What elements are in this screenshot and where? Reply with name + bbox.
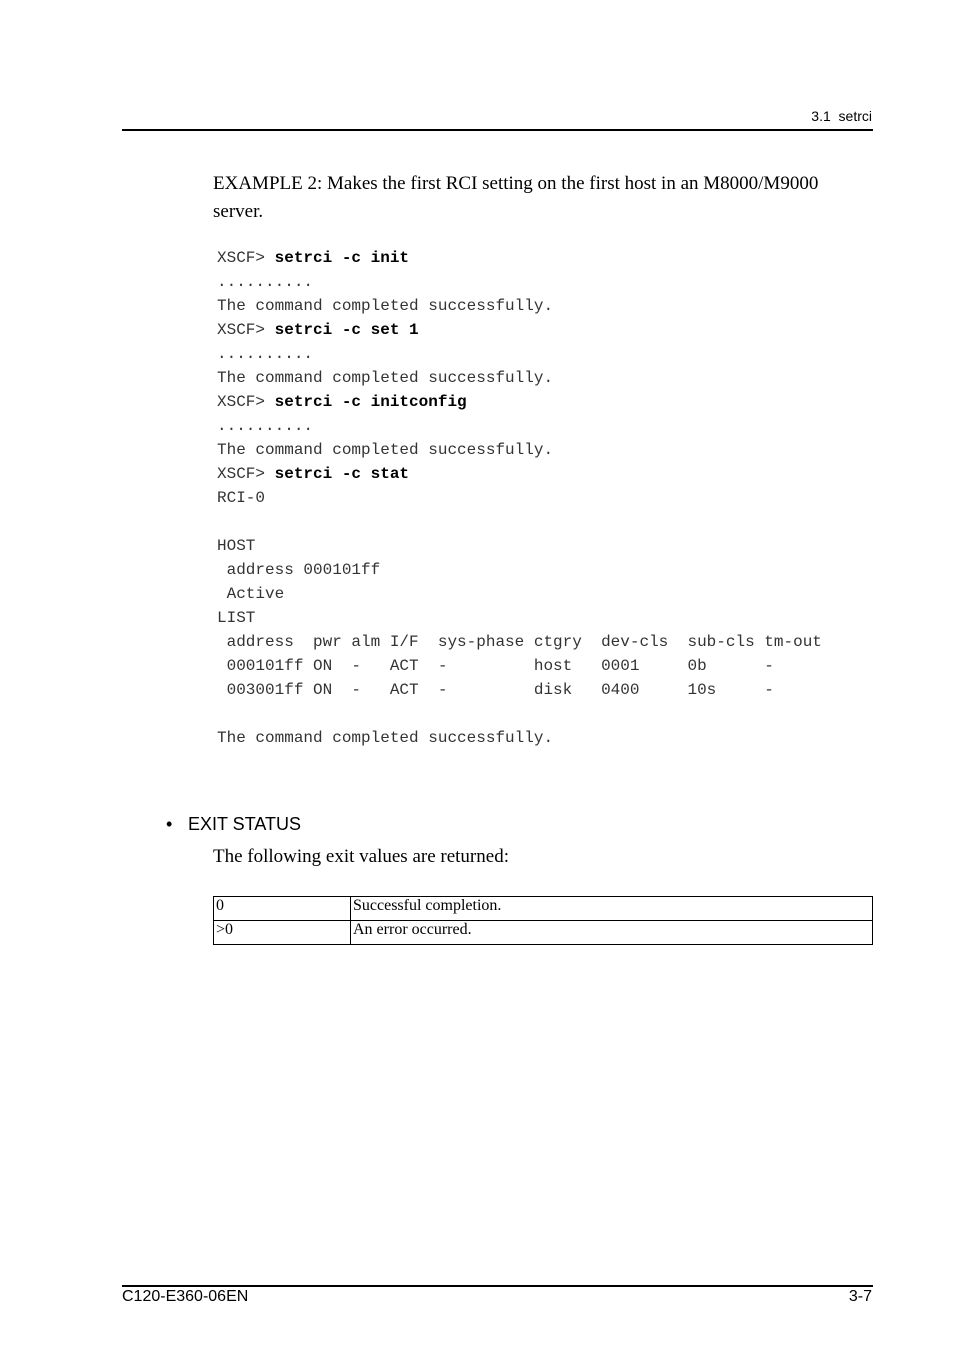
footer-rule	[122, 1285, 873, 1287]
command-text: setrci -c init	[274, 249, 410, 267]
header-rule	[122, 129, 873, 131]
code-line: The command completed successfully.	[217, 297, 554, 315]
code-line: The command completed successfully.	[217, 441, 554, 459]
prompt-text: XSCF>	[217, 465, 275, 483]
prompt-text: XSCF>	[217, 249, 275, 267]
code-line	[217, 702, 822, 726]
code-line: Active	[217, 585, 285, 603]
code-line	[217, 462, 822, 486]
running-header: 3.1 setrci	[811, 108, 872, 124]
exit-description: Successful completion.	[351, 897, 873, 921]
document-id: C120-E360-06EN	[122, 1288, 249, 1305]
code-line: ..........	[217, 273, 314, 291]
example-description: EXAMPLE 2: Makes the first RCI setting on the first host in an M8000/M9000 server.	[213, 173, 819, 222]
prompt-text: XSCF>	[217, 321, 275, 339]
code-line: 000101ff ON - ACT - host 0001 0b -	[217, 657, 774, 675]
table-row	[214, 897, 873, 921]
code-line: HOST	[217, 537, 256, 555]
exit-status-table	[213, 896, 873, 945]
exit-value: >0	[214, 921, 351, 945]
code-line	[217, 246, 822, 270]
prompt-text: XSCF>	[217, 393, 275, 411]
exit-value: 0	[214, 897, 351, 921]
code-line: RCI-0	[217, 489, 266, 507]
bullet-icon: •	[166, 814, 173, 834]
exit-status-title: EXIT STATUS	[188, 814, 302, 834]
code-line: ..........	[217, 417, 314, 435]
page-number: 3-7	[848, 1288, 872, 1305]
code-line	[217, 318, 822, 342]
code-example	[217, 246, 822, 750]
code-line: LIST	[217, 609, 256, 627]
code-line: The command completed successfully.	[217, 729, 554, 747]
command-text: setrci -c set 1	[274, 321, 419, 339]
code-line: ..........	[217, 345, 314, 363]
code-line	[217, 510, 822, 534]
code-line: The command completed successfully.	[217, 369, 554, 387]
code-line: 003001ff ON - ACT - disk 0400 10s -	[217, 681, 774, 699]
code-line: address 000101ff	[217, 561, 381, 579]
code-line: address pwr alm I/F sys-phase ctgry dev-cls sub-cls tm-out	[217, 633, 822, 651]
command-text: setrci -c initconfig	[274, 393, 467, 411]
exit-status-heading	[166, 814, 301, 835]
exit-description: An error occurred.	[351, 921, 873, 945]
code-line	[217, 390, 822, 414]
table-row	[214, 921, 873, 945]
command-text: setrci -c stat	[274, 465, 410, 483]
exit-status-intro: The following exit values are returned:	[213, 846, 509, 867]
